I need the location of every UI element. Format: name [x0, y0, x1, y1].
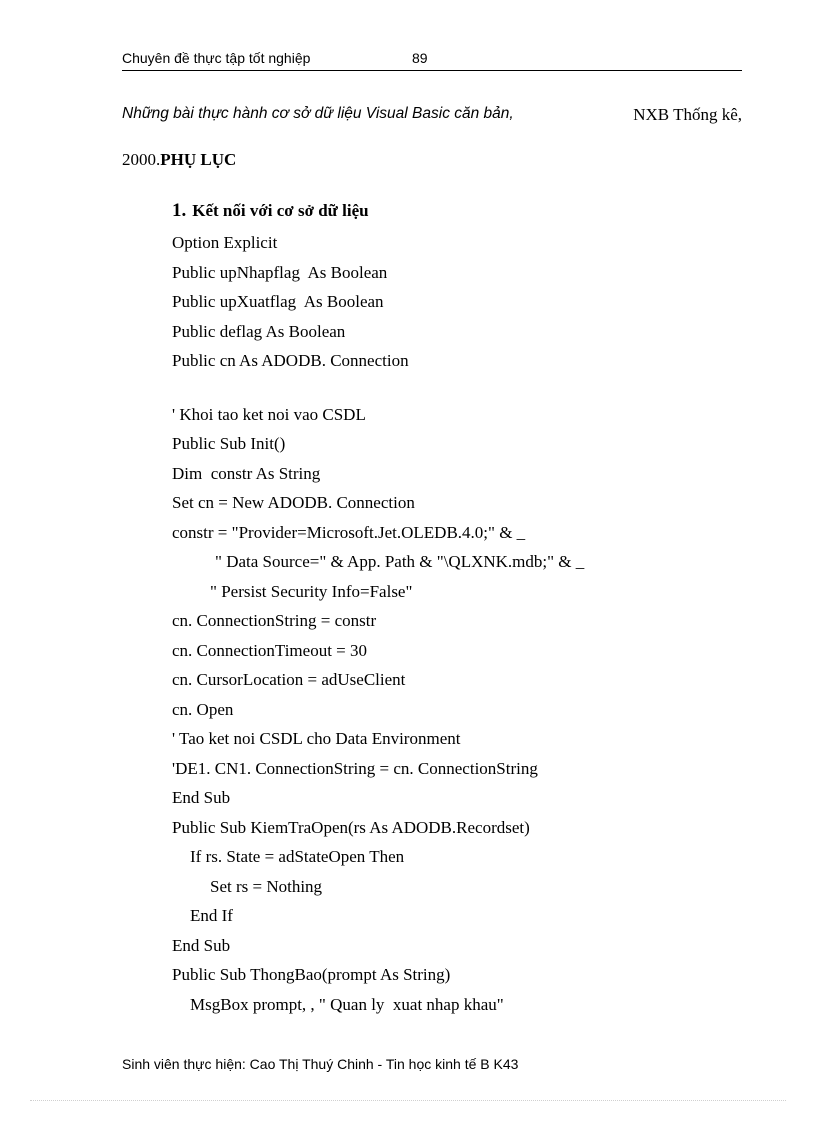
section-heading [172, 200, 369, 222]
code-line: Public deflag As Boolean [172, 321, 346, 341]
code-line: Set rs = Nothing [210, 876, 323, 896]
code-line: Public upXuatflag As Boolean [172, 292, 384, 311]
reference-line-2 [122, 150, 742, 170]
code-line: Public Sub ThongBao(prompt As String) [172, 965, 451, 984]
code-line: Set cn = New ADODB. Connection [172, 493, 415, 512]
header-title: Chuyên đề thực tập tốt nghiệp [122, 50, 311, 66]
code-line: cn. ConnectionTimeout = 30 [172, 640, 368, 660]
section-number: 1. [172, 200, 187, 221]
section-title: Kết nối với cơ sở dữ liệu [192, 201, 369, 220]
code-spacer [172, 376, 584, 400]
reference-title: Những bài thực hành cơ sở dữ liệu Visual Basic căn bản, [122, 105, 514, 122]
code-line: Public Sub KiemTraOpen(rs As ADODB.Recordset) [172, 817, 530, 837]
code-line: Public Sub Init() [172, 434, 286, 453]
page-header [122, 48, 742, 71]
code-line: End Sub [172, 788, 231, 807]
code-line: constr = "Provider=Microsoft.Jet.OLEDB.4.0;" & _ [172, 522, 526, 542]
code-comment: 'DE1. CN1. ConnectionString = cn. ConnectionString [172, 758, 538, 778]
page-bottom-divider [30, 1100, 786, 1101]
code-line: Dim constr As String [172, 463, 321, 483]
code-line: End Sub [172, 935, 231, 955]
code-line: cn. Open [172, 699, 234, 719]
reference-year: 2000. [122, 150, 161, 169]
code-line: Public cn As ADODB. Connection [172, 351, 409, 370]
code-listing [172, 228, 584, 1019]
code-line: If rs. State = adStateOpen Then [190, 847, 405, 866]
code-comment: ' Tao ket noi CSDL cho Data Environment [172, 729, 461, 748]
reference-publisher: NXB Thống kê, [633, 105, 742, 124]
code-line: MsgBox prompt, , " Quan ly xuat nhap khau" [190, 994, 504, 1014]
code-line: cn. CursorLocation = adUseClient [172, 670, 406, 689]
code-comment: ' Khoi tao ket noi vao CSDL [172, 404, 366, 424]
code-line: " Data Source=" & App. Path & "\QLXNK.mdb;" & _ [215, 552, 585, 571]
code-line: End If [190, 906, 233, 925]
page-footer: Sinh viên thực hiện: Cao Thị Thuý Chinh - Tin học kinh tế B K43 [122, 1056, 519, 1072]
reference-line-1 [122, 105, 742, 125]
code-line: Public upNhapflag As Boolean [172, 262, 388, 282]
appendix-heading: PHỤ LỤC [160, 150, 237, 169]
code-line: " Persist Security Info=False" [210, 581, 413, 601]
header-page-number: 89 [412, 50, 428, 66]
code-line: Option Explicit [172, 233, 278, 252]
code-line: cn. ConnectionString = constr [172, 611, 377, 630]
